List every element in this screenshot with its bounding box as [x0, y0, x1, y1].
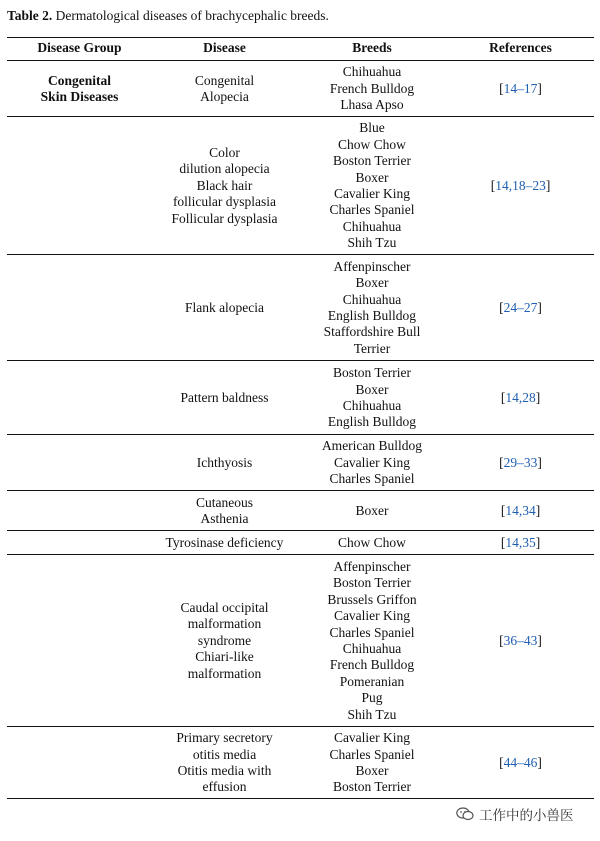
breeds-cell	[297, 61, 447, 117]
breeds-cell-line: Boston Terrier	[333, 153, 411, 169]
breeds-cell-line: French Bulldog	[329, 657, 415, 673]
breeds-cell-line: French Bulldog	[329, 80, 415, 96]
reference-text: 14,18–23	[495, 177, 546, 193]
breeds-cell-line: English Bulldog	[327, 414, 417, 430]
breeds-cell-line: Chihuahua	[342, 640, 402, 656]
disease-cell-line: dilution alopecia	[179, 161, 270, 177]
reference-text: 44–46	[503, 754, 538, 770]
reference-text: 14,28	[505, 389, 536, 405]
breeds-cell-line: Boxer	[355, 275, 389, 291]
breeds-cell-line: Boston Terrier	[333, 365, 411, 381]
reference-text: 29–33	[503, 454, 538, 470]
disease-cell-line: Primary secretory	[176, 730, 273, 746]
table-row	[7, 555, 594, 727]
disease-group-cell-line: Congenital	[47, 72, 111, 88]
disease-cell	[152, 255, 297, 361]
disease-group-cell	[7, 555, 152, 727]
disease-cell-line: otitis media	[192, 746, 257, 762]
disease-cell-line: Caudal occipital	[180, 599, 269, 615]
disease-cell-line: Congenital	[194, 72, 255, 88]
breeds-cell-line: Affenpinscher	[333, 558, 411, 574]
reference-text: 14,34	[505, 502, 536, 518]
reference-text: 14–17	[503, 80, 538, 96]
breeds-cell-line: Charles Spaniel	[329, 624, 415, 640]
disease-group-cell-line: Skin Diseases	[40, 88, 119, 104]
breeds-cell-line: Chihuahua	[342, 397, 402, 413]
col-header-disease-group: Disease Group	[7, 38, 152, 61]
breeds-cell	[297, 435, 447, 491]
disease-cell-line: Color	[209, 144, 240, 160]
references-cell	[447, 255, 594, 361]
disease-cell	[152, 117, 297, 255]
reference-link[interactable]: [14,34]	[500, 502, 541, 518]
references-cell	[447, 361, 594, 435]
disease-cell	[152, 531, 297, 555]
reference-link[interactable]: [36–43]	[499, 632, 542, 648]
disease-cell	[152, 727, 297, 799]
breeds-cell-line: Cavalier King	[333, 185, 411, 201]
breeds-cell-line: Terrier	[353, 340, 391, 356]
references-cell	[447, 117, 594, 255]
table-row	[7, 61, 594, 117]
reference-link[interactable]: [14–17]	[499, 80, 542, 96]
breeds-cell-line: Shih Tzu	[347, 235, 397, 251]
breeds-cell-line: Boston Terrier	[333, 779, 411, 795]
references-cell	[447, 491, 594, 531]
disease-cell-line: malformation	[187, 665, 262, 681]
breeds-cell-line: Chihuahua	[342, 64, 402, 80]
breeds-cell-line: Staffordshire Bull	[323, 324, 421, 340]
breeds-cell-line: Charles Spaniel	[329, 746, 415, 762]
references-cell	[447, 555, 594, 727]
breeds-cell	[297, 555, 447, 727]
breeds-cell-line: Charles Spaniel	[329, 202, 415, 218]
disease-cell-line: Alopecia	[200, 88, 249, 104]
disease-cell	[152, 361, 297, 435]
disease-cell-line: Tyrosinase deficiency	[165, 534, 284, 550]
reference-link[interactable]: [14,28]	[500, 389, 541, 405]
reference-text: 36–43	[503, 632, 538, 648]
disease-group-cell	[7, 61, 152, 117]
disease-table	[7, 37, 594, 799]
breeds-cell-line: Shih Tzu	[347, 706, 397, 722]
disease-cell-line: effusion	[202, 779, 247, 795]
col-header-breeds: Breeds	[297, 38, 447, 61]
disease-cell-line: Chiari-like	[195, 649, 254, 665]
references-cell	[447, 531, 594, 555]
reference-link[interactable]: [14,18–23]	[490, 177, 551, 193]
breeds-cell-line: Chihuahua	[342, 218, 402, 234]
table-row	[7, 491, 594, 531]
disease-group-cell	[7, 531, 152, 555]
disease-cell-line: Asthenia	[200, 510, 249, 526]
chat-bubbles-icon	[456, 807, 474, 821]
disease-group-cell	[7, 361, 152, 435]
disease-cell	[152, 555, 297, 727]
breeds-cell-line: Blue	[359, 120, 385, 136]
disease-cell-line: malformation	[187, 616, 262, 632]
disease-cell	[152, 61, 297, 117]
breeds-cell-line: Boxer	[355, 169, 389, 185]
disease-cell-line: syndrome	[197, 632, 252, 648]
breeds-cell-line: Charles Spaniel	[329, 471, 415, 487]
table-row	[7, 255, 594, 361]
disease-cell-line: Pattern baldness	[180, 389, 269, 405]
caption-label: Table 2.	[7, 8, 53, 23]
breeds-cell-line: Chow Chow	[338, 534, 406, 550]
header-row	[7, 38, 594, 61]
reference-link[interactable]: [24–27]	[499, 299, 542, 315]
table-body	[7, 61, 594, 799]
breeds-cell-line: Chihuahua	[342, 291, 402, 307]
table-row	[7, 727, 594, 799]
disease-group-cell	[7, 727, 152, 799]
breeds-cell	[297, 727, 447, 799]
table-row	[7, 435, 594, 491]
breeds-cell	[297, 531, 447, 555]
references-cell	[447, 727, 594, 799]
disease-cell-line: Ichthyosis	[196, 454, 253, 470]
breeds-cell	[297, 361, 447, 435]
breeds-cell-line: Cavalier King	[333, 454, 411, 470]
disease-cell-line: follicular dysplasia	[172, 194, 277, 210]
breeds-cell-line: Pug	[361, 690, 383, 706]
breeds-cell-line: Boxer	[355, 502, 389, 518]
watermark-text: 工作中的小兽医	[479, 808, 574, 824]
breeds-cell-line: Lhasa Apso	[340, 97, 404, 113]
breeds-cell-line: Chow Chow	[338, 136, 406, 152]
watermark	[456, 804, 574, 824]
col-header-references: References	[447, 38, 594, 61]
table-caption	[7, 7, 329, 25]
breeds-cell-line: English Bulldog	[327, 307, 417, 323]
breeds-cell-line: Brussels Griffon	[327, 591, 417, 607]
breeds-cell-line: Boxer	[355, 381, 389, 397]
disease-group-cell	[7, 117, 152, 255]
references-cell	[447, 435, 594, 491]
breeds-cell-line: Boston Terrier	[333, 575, 411, 591]
reference-link[interactable]: [14,35]	[500, 534, 541, 550]
disease-cell-line: Follicular dysplasia	[171, 210, 278, 226]
disease-group-cell	[7, 491, 152, 531]
breeds-cell-line: Boxer	[355, 762, 389, 778]
table-row	[7, 117, 594, 255]
breeds-cell	[297, 117, 447, 255]
disease-group-cell	[7, 255, 152, 361]
table-row	[7, 361, 594, 435]
disease-cell	[152, 491, 297, 531]
reference-text: 14,35	[505, 534, 536, 550]
breeds-cell-line: Pomeranian	[339, 673, 405, 689]
breeds-cell-line: Cavalier King	[333, 730, 411, 746]
breeds-cell	[297, 491, 447, 531]
reference-text: 24–27	[503, 299, 538, 315]
breeds-cell-line: American Bulldog	[321, 438, 423, 454]
table-row	[7, 531, 594, 555]
breeds-cell-line: Affenpinscher	[333, 258, 411, 274]
disease-group-cell	[7, 435, 152, 491]
breeds-cell	[297, 255, 447, 361]
disease-cell-line: Otitis media with	[177, 762, 272, 778]
disease-cell-line: Black hair	[196, 177, 253, 193]
breeds-cell-line: Cavalier King	[333, 608, 411, 624]
references-cell	[447, 61, 594, 117]
disease-cell-line: Cutaneous	[196, 494, 253, 510]
reference-link[interactable]: [44–46]	[499, 754, 542, 770]
col-header-disease: Disease	[152, 38, 297, 61]
disease-cell	[152, 435, 297, 491]
disease-cell-line: Flank alopecia	[184, 299, 265, 315]
caption-text: Dermatological diseases of brachycephalic breeds.	[52, 8, 329, 23]
reference-link[interactable]: [29–33]	[499, 454, 542, 470]
